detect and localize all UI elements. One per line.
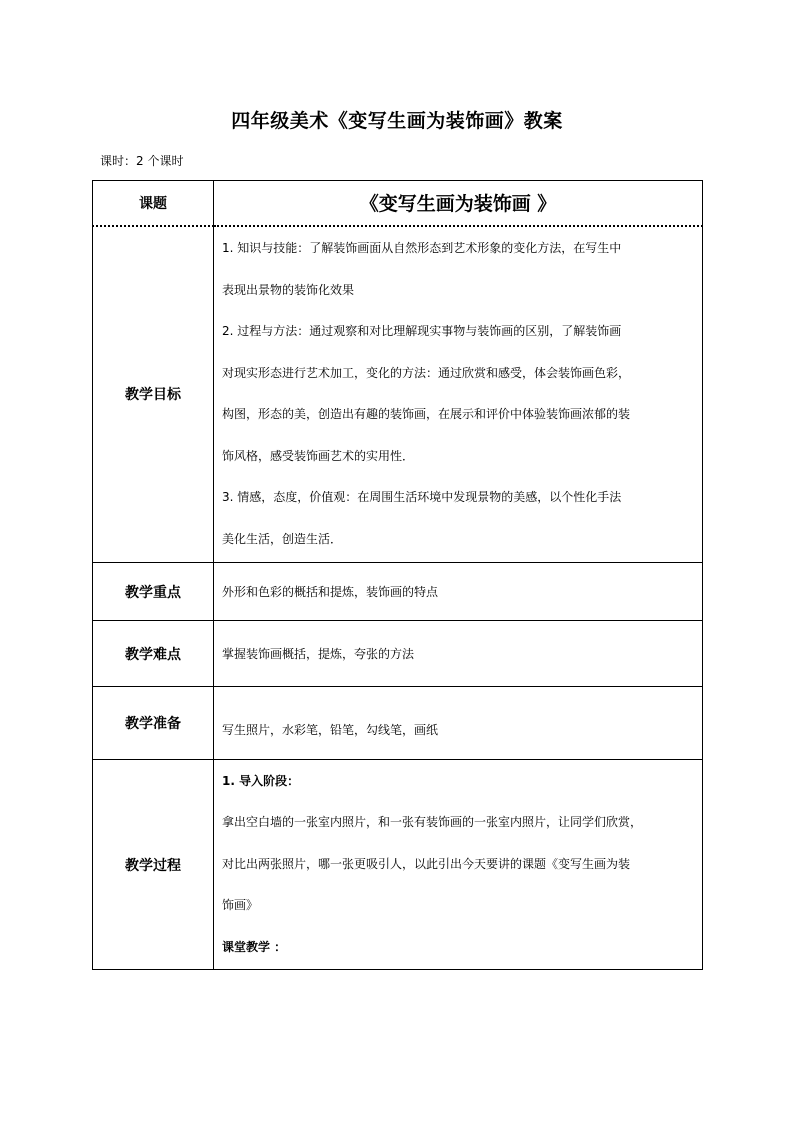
process-line: 1. 导入阶段： <box>222 773 300 788</box>
objectives-content <box>214 226 703 563</box>
objectives-line: 表现出景物的装饰化效果 <box>222 282 355 297</box>
process-content <box>214 760 703 970</box>
class-hours: 课时：2 个课时 <box>100 154 184 168</box>
document-title: 四年级美术《变写生画为装饰画》教案 <box>231 110 563 132</box>
key-points-row <box>93 563 703 621</box>
preparation-label: 教学准备 <box>93 687 214 760</box>
difficulties-label: 教学难点 <box>93 621 214 687</box>
key-points-text: 外形和色彩的概括和提炼，装饰画的特点 <box>222 584 439 599</box>
key-points-label: 教学重点 <box>93 563 214 621</box>
preparation-content <box>214 687 703 760</box>
difficulties-content <box>214 621 703 687</box>
process-line: 拿出空白墙的一张室内照片，和一张有装饰画的一张室内照片，让同学们欣赏， <box>222 815 643 830</box>
process-line: 课堂教学 ： <box>222 939 287 954</box>
objectives-label: 教学目标 <box>93 226 214 563</box>
difficulties-text: 掌握装饰画概括，提炼，夸张的方法 <box>222 646 415 661</box>
lesson-plan-table <box>92 180 703 970</box>
objectives-line: 饰风格，感受装饰画艺术的实用性． <box>222 448 415 463</box>
topic-label: 课题 <box>93 181 214 226</box>
preparation-row <box>93 687 703 760</box>
objectives-line: 构图，形态的美，创造出有趣的装饰画，在展示和评价中体验装饰画浓郁的装 <box>222 407 631 422</box>
process-line: 饰画》 <box>222 898 259 913</box>
objectives-line: 2. 过程与方法：通过观察和对比理解现实事物与装饰画的区别，了解装饰画 <box>222 324 622 339</box>
objectives-line: 对现实形态进行艺术加工，变化的方法：通过欣赏和感受，体会装饰画色彩， <box>222 365 631 380</box>
objectives-line: 3. 情感，态度，价值观：在周围生活环境中发现景物的美感，以个性化手法 <box>222 490 622 505</box>
process-line: 对比出两张照片，哪一张更吸引人，以此引出今天要讲的课题《变写生画为装 <box>222 856 631 871</box>
topic-title: 《变写生画为装饰画 》 <box>214 181 703 226</box>
objectives-row <box>93 226 703 563</box>
preparation-text: 写生照片，水彩笔，铅笔，勾线笔，画纸 <box>222 723 439 737</box>
objectives-line: 1. 知识与技能：了解装饰画面从自然形态到艺术形象的变化方法，在写生中 <box>222 241 622 256</box>
objectives-line: 美化生活，创造生活． <box>222 531 343 546</box>
key-points-content <box>214 563 703 621</box>
process-label: 教学过程 <box>93 760 214 970</box>
topic-row <box>93 181 703 226</box>
difficulties-row <box>93 621 703 687</box>
process-row <box>93 760 703 970</box>
